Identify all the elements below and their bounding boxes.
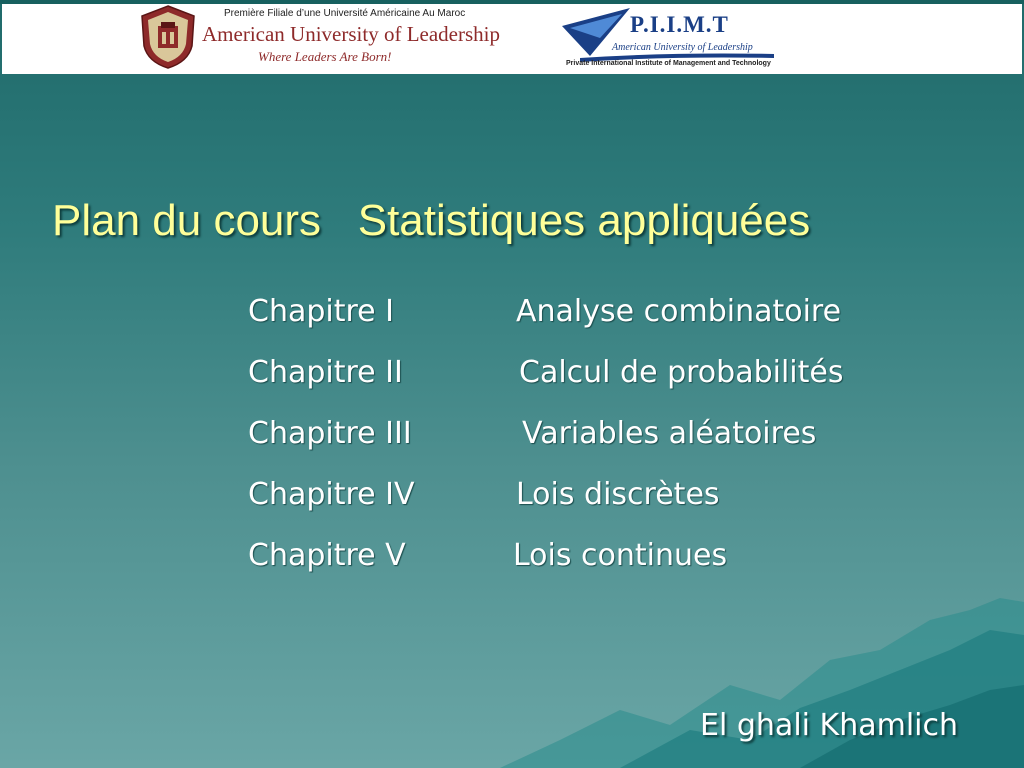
piimt-subtitle: American University of Leadership <box>612 42 753 53</box>
aul-name: American University of Leadership <box>202 22 500 46</box>
chapter-title: Lois discrètes <box>516 477 720 512</box>
aul-affiliate-line: Première Filiale d’une Université Américaine Au Maroc <box>224 8 466 19</box>
chapter-number: Chapitre II <box>248 355 403 390</box>
chapter-title: Analyse combinatoire <box>516 294 842 329</box>
chapter-number: Chapitre III <box>248 416 412 451</box>
aul-tagline: Where Leaders Are Born! <box>258 49 392 64</box>
aul-seal-logo <box>140 4 196 70</box>
chapter-title: Variables aléatoires <box>522 416 817 451</box>
chapter-number: Chapitre I <box>248 294 395 329</box>
piimt-full-name: Private International Institute of Management and Technology <box>566 60 771 67</box>
author-name: El ghali Khamlich <box>700 708 958 743</box>
chapter-number: Chapitre IV <box>248 477 415 512</box>
chapter-title: Calcul de probabilités <box>519 355 844 390</box>
chapter-title: Lois continues <box>513 538 728 573</box>
chapter-number: Chapitre V <box>248 538 406 573</box>
piimt-name: P.I.I.M.T <box>630 12 729 37</box>
slide-title: Plan du cours Statistiques appliquées <box>52 196 811 245</box>
